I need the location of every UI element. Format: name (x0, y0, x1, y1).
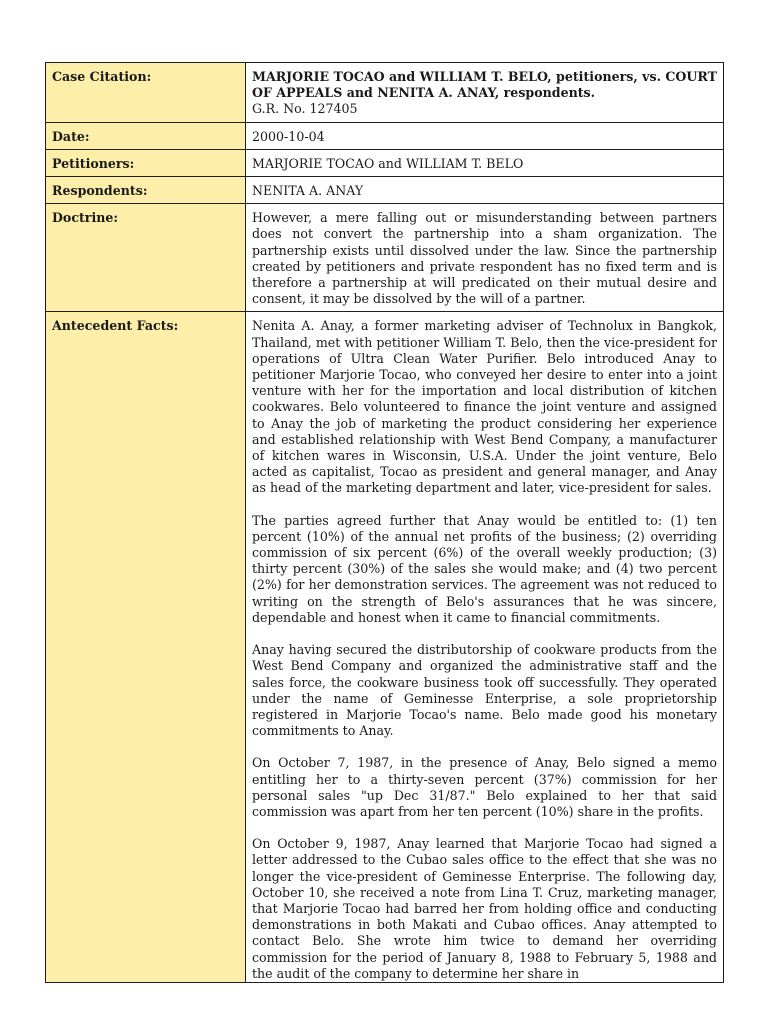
petitioners-label: Petitioners: (46, 149, 246, 176)
facts-value (246, 312, 724, 983)
citation-row (46, 63, 724, 123)
facts-paragraph: On October 7, 1987, in the presence of Anay, Belo signed a memo entitling her to a thirty-seven percent (37%) commission for her personal sales "up Dec 31/87." Belo explained to her that said commission was apart from her ten percent (10%) share in the profits. (252, 755, 717, 819)
facts-paragraph: The parties agreed further that Anay would be entitled to: (1) ten percent (10%) of the annual net profits of the business; (2) overriding commission of six percent (6%) of the overall weekly production; (3) thirty percent (30%) of the sales she would make; and (4) two percent (2%) for her demonstration services. The agreement was not reduced to writing on the strength of Belo's assurances that he was sincere, dependable and honest when it came to financial commitments. (252, 512, 717, 625)
petitioners-value: MARJORIE TOCAO and WILLIAM T. BELO (246, 149, 724, 176)
respondents-label: Respondents: (46, 177, 246, 204)
citation-value (246, 63, 724, 123)
date-value: 2000-10-04 (246, 122, 724, 149)
case-digest-table (45, 62, 724, 983)
facts-row (46, 312, 724, 983)
facts-paragraph: Anay having secured the distributorship of cookware products from the West Bend Company and organized the administrative staff and the sales force, the cookware business took off successfully. They operated under the name of Geminesse Enterprise, a sole proprietorship registered in Marjorie Tocao's name. Belo made good his monetary commitments to Anay. (252, 642, 717, 739)
date-row (46, 122, 724, 149)
facts-label: Antecedent Facts: (46, 312, 246, 983)
respondents-row (46, 177, 724, 204)
respondents-value: NENITA A. ANAY (246, 177, 724, 204)
doctrine-label: Doctrine: (46, 204, 246, 312)
case-title: MARJORIE TOCAO and WILLIAM T. BELO, petitioners, vs. COURT OF APPEALS and NENITA A. ANAY, respondents. (252, 69, 717, 101)
petitioners-row (46, 149, 724, 176)
doctrine-value: However, a mere falling out or misunderstanding between partners does not convert the partnership into a sham organization. The partnership exists until dissolved under the law. Since the partnership created by petitioners and private respondent has no fixed term and is therefore a partnership at will predicated on their mutual desire and consent, it may be dissolved by the will of a partner. (246, 204, 724, 312)
facts-paragraph: Nenita A. Anay, a former marketing adviser of Technolux in Bangkok, Thailand, met with petitioner William T. Belo, then the vice-president for operations of Ultra Clean Water Purifier. Belo introduced Anay to petitioner Marjorie Tocao, who conveyed her desire to enter into a joint venture with her for the importation and local distribution of kitchen cookwares. Belo volunteered to finance the joint venture and assigned to Anay the job of marketing the product considering her experience and established relationship with West Bend Company, a manufacturer of kitchen wares in Wisconsin, U.S.A. Under the joint venture, Belo acted as capitalist, Tocao as president and general manager, and Anay as head of the marketing department and later, vice-president for sales. (252, 318, 717, 496)
doctrine-row (46, 204, 724, 312)
date-label: Date: (46, 122, 246, 149)
facts-paragraph: On October 9, 1987, Anay learned that Marjorie Tocao had signed a letter addressed to the Cubao sales office to the effect that she was no longer the vice-president of Geminesse Enterprise. The following day, October 10, she received a note from Lina T. Cruz, marketing manager, that Marjorie Tocao had barred her from holding office and conducting demonstrations in both Makati and Cubao offices. Anay attempted to contact Belo. She wrote him twice to demand her overriding commission for the period of January 8, 1988 to February 5, 1988 and the audit of the company to determine her share in (252, 836, 717, 981)
case-number: G.R. No. 127405 (252, 101, 358, 117)
citation-label: Case Citation: (46, 63, 246, 123)
